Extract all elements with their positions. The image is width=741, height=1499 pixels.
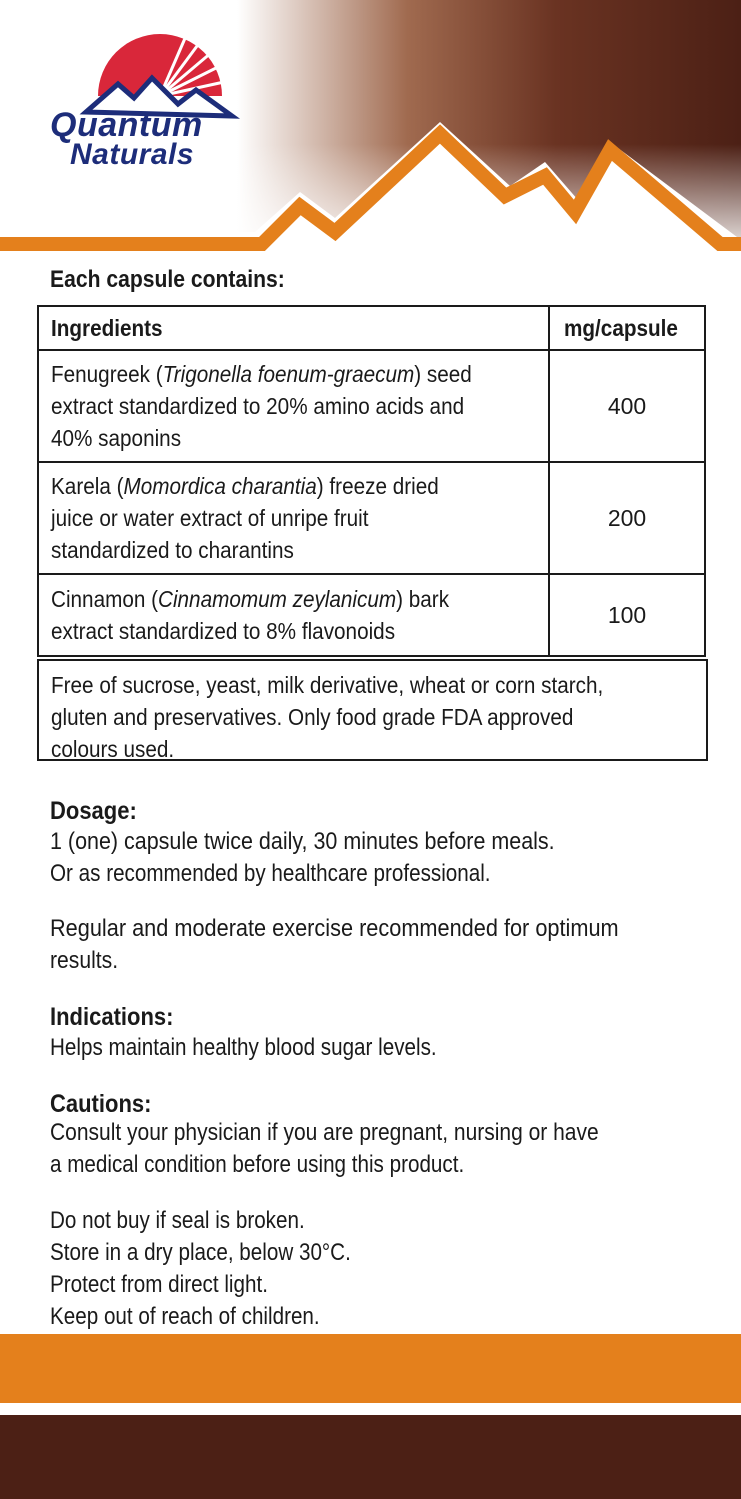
ingredient-cell: Cinnamon (Cinnamomum zeylanicum) bark extract standardized to 8% flavonoids — [38, 574, 549, 656]
exercise-text: Regular and moderate exercise recommended for optimum results. — [50, 915, 619, 974]
footer-orange-band — [0, 1334, 741, 1403]
table-row — [38, 350, 705, 462]
indications-title: Indications: — [50, 1003, 174, 1031]
ingredient-cell: Karela (Momordica charantia) freeze dried juice or water extract of unripe fruit standardized to charantins — [38, 462, 549, 574]
free-of-note: Free of sucrose, yeast, milk derivative, wheat or corn starch, gluten and preservatives. Only food grade FDA approved colours used. — [37, 659, 708, 761]
footer-divider — [0, 1403, 741, 1415]
mg-cell: 200 — [549, 462, 705, 574]
header-ingredients: Ingredients — [38, 306, 549, 350]
dosage-text: 1 (one) capsule twice daily, 30 minutes before meals. Or as recommended by healthcare professional. — [50, 828, 555, 887]
header-mg: mg/capsule — [549, 306, 705, 350]
brand-logo — [50, 108, 203, 170]
storage-notes: Do not buy if seal is broken. Store in a dry place, below 30°C. Protect from direct light. Keep out of reach of children. — [50, 1207, 351, 1330]
indications-text: Helps maintain healthy blood sugar levels. — [50, 1034, 437, 1061]
mg-cell: 100 — [549, 574, 705, 656]
label-header — [0, 0, 741, 262]
brand-name-line1: Quantum — [50, 106, 203, 144]
table-header-row — [38, 306, 705, 350]
footer-brown-band — [0, 1415, 741, 1499]
dosage-title: Dosage: — [50, 797, 137, 825]
brand-name-line2: Naturals — [70, 138, 195, 171]
table-row — [38, 462, 705, 574]
ingredient-cell: Fenugreek (Trigonella foenum-graecum) seed extract standardized to 20% amino acids and 40% saponins — [38, 350, 549, 462]
cautions-title: Cautions: — [50, 1090, 152, 1118]
ingredients-table — [37, 305, 706, 657]
mg-cell: 400 — [549, 350, 705, 462]
cautions-text: Consult your physician if you are pregnant, nursing or have a medical condition before using this product. — [50, 1119, 599, 1178]
table-row — [38, 574, 705, 656]
contains-title: Each capsule contains: — [50, 266, 285, 293]
